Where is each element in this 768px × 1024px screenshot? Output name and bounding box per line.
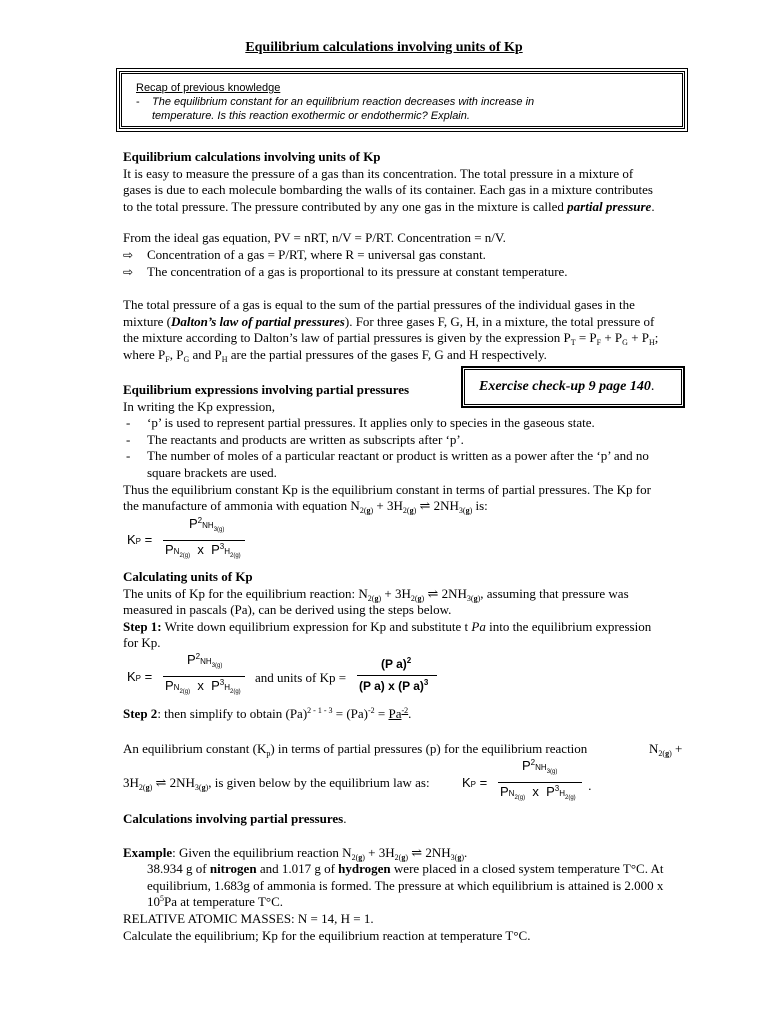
- recap-heading: Recap of previous knowledge: [136, 82, 281, 94]
- exercise-box: Exercise check-up 9 page 140.: [462, 367, 684, 407]
- relative-atomic-masses: RELATIVE ATOMIC MASSES: N = 14, H = 1.: [123, 910, 374, 926]
- page-title: Equilibrium calculations involving units of Kp: [245, 40, 523, 55]
- list-item: - ‘p’ is used to represent partial pressures. It applies only to species in the gaseous state.: [126, 415, 595, 431]
- step-1: Step 1: Write down equilibrium expression for Kp and substitute t Pa into the equilibrium expression for Kp.: [123, 618, 652, 651]
- example-details: 38.934 g of nitrogen and 1.017 g of hydrogen were placed in a closed system temperature T°C. At equilibrium, 1.683g of ammonia is formed. The pressure at which equilibrium is attained is 2.000 x $10^5Pa$ at temperature T°C.: [147, 861, 664, 910]
- section-heading: Equilibrium calculations involving units of Kp: [123, 149, 381, 164]
- paragraph-dalton: The total pressure of a gas is equal to the sum of the partial pressures of the individual gases in the mixture (Dalton’s law of partial pressures). For three gases F, G, H, in a mixture, the total pressure of the mixture according to Dalton’s law of partial pressures is given by the expression $P_T = P_F + P_G + P_H$; where $P_F$, $P_G$ and $P_H$ are the partial pressures of the gases F, G and H respectively.: [123, 297, 659, 364]
- kp-expression-ammonia: KP = $P^2NH_{3(g)}$ $PN_{2(g)}$ x $P^3H_{2(g)}$: [125, 516, 265, 566]
- paragraph-equilibrium-law-2: $3H_{2(g)}$ ⇌ $2NH_{3(g)}$, is given below by the equilibrium law as:: [123, 775, 430, 792]
- paragraph-units: The units of Kp for the equilibrium reaction: $N_{2(g)} + 3H_{2(g)}$ ⇌ $2NH_{3(g)}$, assuming that pressure was measured in pascals (Pa), can be derived using the steps below.: [123, 585, 629, 618]
- kp-expression-law: KP = $P^2NH_{3(g)}$ $PN_{2(g)}$ x $P^3H_{2(g)}$ .: [462, 758, 592, 801]
- list-item-continuation: square brackets are used.: [147, 464, 277, 480]
- section-calculations-partial-pressures: [123, 811, 689, 944]
- section-calculating-units: [123, 569, 689, 652]
- recap-box: [119, 71, 685, 129]
- list-item: - The reactants and products are written as subscripts after ‘p’.: [126, 431, 464, 447]
- paragraph-equilibrium-law: An equilibrium constant $(K_p)$ in terms of partial pressures (p) for the equilibrium reaction $N_{2(g)}$ +: [123, 741, 683, 758]
- paragraph-thus: Thus the equilibrium constant Kp is the equilibrium constant in terms of partial pressures. The Kp for the manufacture of ammonia with equation $N_{2(g)} + 3H_{2(g)}$ ⇌ $2NH_{3(g)}$ is:: [123, 481, 651, 516]
- kp-expression-units: KP = $P^2NH_{3(g)}$ $PN_{2(g)}$ x $P^3H_{2(g)}$ and units of Kp = (P a)$^2$ (P a) x (P a)$^3$: [125, 652, 455, 704]
- arrow-list-item: ⇨ The concentration of a gas is proportional to its pressure at constant temperature.: [123, 263, 568, 279]
- section-heading: Equilibrium expressions involving partial pressures: [123, 382, 410, 397]
- section-equilibrium-calculations: [123, 149, 689, 364]
- term-partial-pressure: partial pressure: [567, 198, 652, 214]
- section-heading: Calculations involving partial pressures.: [123, 811, 347, 826]
- section-heading: Calculating units of Kp: [123, 569, 253, 584]
- step-2: Step 2: then simplify to obtain $(Pa)^{2 - 1 - 3} = (Pa)^{-2} = Pa^{-2}$.: [123, 706, 412, 721]
- arrow-list-item: ⇨ Concentration of a gas = P/RT, where R = universal gas constant.: [123, 246, 486, 262]
- intro: In writing the Kp expression,: [123, 398, 276, 414]
- calculate-instruction: Calculate the equilibrium; Kp for the equilibrium reaction at temperature T°C.: [123, 927, 531, 943]
- exercise-label: Exercise check-up 9 page 140: [479, 379, 651, 394]
- list-item: - The number of moles of a particular reactant or product is written as a power after the ‘p’ and no: [126, 448, 649, 464]
- example-line: Example: Given the equilibrium reaction $N_{2(g)} + 3H_{2(g)}$ ⇌ $2NH_{3(g)}$.: [123, 844, 468, 862]
- section-equilibrium-expressions: [123, 382, 689, 515]
- recap-question: - The equilibrium constant for an equilibrium reaction decreases with increase in temperature. Is this reaction exothermic or endothermic? Explain.: [136, 96, 535, 122]
- paragraph: It is easy to measure the pressure of a gas than its concentration. The total pressure in a mixture of gases is due to each molecule bombarding the walls of its container. Each gas in a mixture contributes to the total pressure. The pressure contributed by any one gas in the mixture is called partial pressure.: [123, 165, 655, 214]
- paragraph-ideal-gas: From the ideal gas equation, PV = nRT, n/V = P/RT. Concentration = n/V.: [123, 230, 506, 246]
